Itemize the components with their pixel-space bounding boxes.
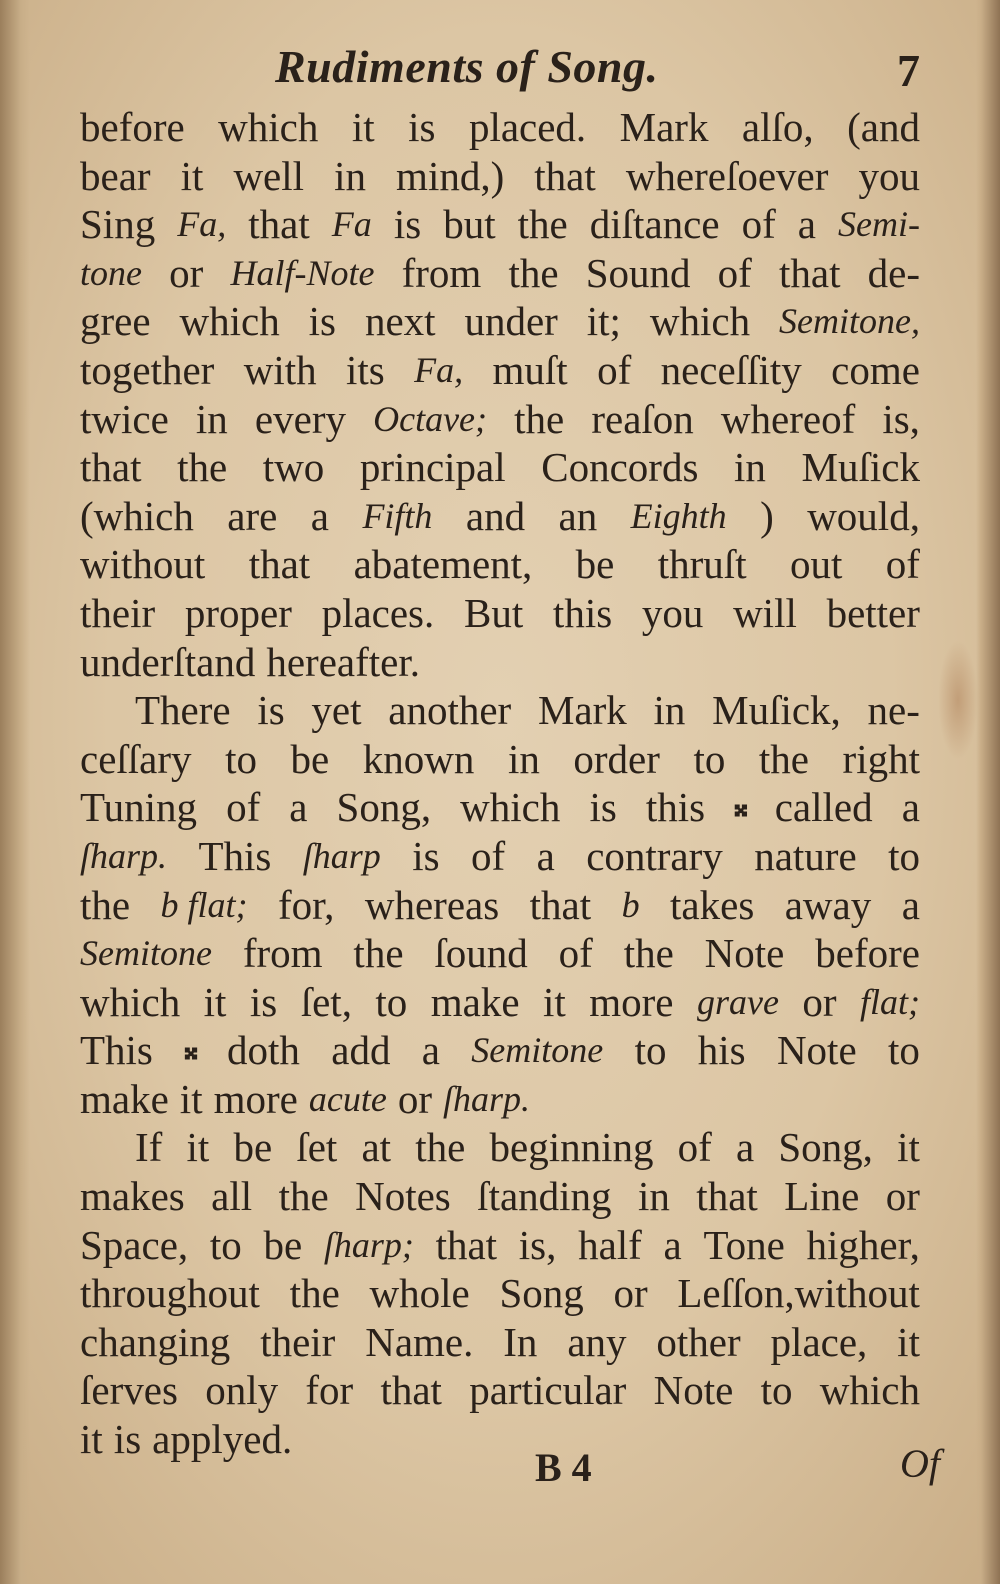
word: a	[421, 1027, 440, 1074]
word: two	[262, 444, 325, 491]
word: a	[536, 832, 555, 879]
word: to	[225, 735, 257, 782]
page-number: 7	[897, 45, 920, 96]
word: known	[362, 735, 475, 782]
word: a	[310, 492, 329, 539]
word: (which	[80, 492, 194, 539]
word: )	[760, 492, 774, 539]
running-title: Rudiments of Song.	[275, 41, 659, 92]
word: de-	[867, 249, 920, 296]
word: more	[589, 978, 674, 1025]
page-header	[80, 40, 920, 100]
word: the	[415, 1124, 466, 1171]
word: before	[815, 930, 920, 977]
text-line	[80, 443, 920, 492]
word: out	[789, 541, 843, 588]
word: a	[663, 1221, 682, 1268]
word: that	[696, 1173, 758, 1220]
text-line	[80, 297, 920, 346]
word: is	[412, 832, 440, 879]
word: you	[641, 589, 704, 636]
word: ſharp.	[442, 1078, 530, 1119]
word: or	[613, 1270, 648, 1317]
word: other	[656, 1318, 741, 1365]
word: places.	[321, 589, 435, 636]
word: this	[645, 784, 706, 831]
word: acute	[308, 1078, 387, 1119]
word: Octave;	[373, 398, 488, 439]
word: the	[514, 395, 565, 442]
word: underſtand	[80, 638, 256, 685]
word: throughout	[80, 1270, 260, 1317]
word: Notes	[355, 1173, 451, 1220]
word: in	[507, 735, 540, 782]
text-line	[80, 589, 920, 638]
word: together	[80, 346, 215, 393]
word: that	[778, 249, 841, 296]
word: is	[393, 201, 422, 248]
word: or	[397, 1075, 432, 1122]
word: the	[80, 881, 131, 928]
word: of	[741, 201, 776, 248]
word: it	[897, 1124, 920, 1171]
word: that	[248, 541, 311, 588]
word: Half-Note	[230, 252, 375, 293]
word: bear	[80, 152, 151, 199]
word: a	[736, 1124, 755, 1171]
word: in	[637, 1173, 670, 1220]
word: of	[558, 930, 593, 977]
word: which	[649, 298, 751, 345]
word: This	[198, 832, 272, 879]
word: with	[243, 346, 317, 393]
word: its	[346, 346, 385, 393]
word: doth	[227, 1027, 300, 1074]
catchword: Of	[900, 1441, 940, 1486]
text-line	[80, 1318, 920, 1367]
word: of	[717, 249, 752, 296]
text-line	[80, 103, 920, 152]
word: to	[760, 1367, 793, 1414]
word: is	[249, 978, 278, 1025]
word: more	[213, 1075, 298, 1122]
word: the	[508, 249, 559, 296]
text-line	[80, 346, 920, 395]
word: before	[80, 104, 185, 150]
word: which	[819, 1367, 920, 1414]
word: that	[80, 444, 142, 491]
word: principal	[359, 444, 506, 491]
word: Muſick	[801, 444, 920, 491]
word: an	[558, 492, 598, 539]
text-line	[80, 1221, 920, 1270]
word: you	[858, 152, 920, 199]
word: better	[826, 589, 920, 636]
word: or	[802, 978, 837, 1025]
word: the	[177, 444, 228, 491]
word: it	[186, 1124, 210, 1171]
word: order	[573, 735, 660, 782]
word: a	[901, 784, 920, 831]
word: ſharp;	[323, 1224, 414, 1265]
word: that	[534, 152, 596, 199]
word: be	[290, 735, 330, 782]
word: in	[195, 395, 228, 442]
word: to	[888, 832, 920, 879]
word: be	[263, 1221, 303, 1268]
text-line	[80, 638, 920, 687]
word: this	[552, 589, 613, 636]
word: ſtanding	[477, 1173, 612, 1220]
word: to	[209, 1221, 242, 1268]
word: the	[517, 201, 568, 248]
word: in	[334, 152, 366, 199]
word: but	[443, 201, 496, 248]
word: This	[80, 1027, 153, 1074]
word: ne-	[867, 687, 920, 734]
word: Muſick,	[712, 687, 841, 734]
word: every	[254, 395, 346, 442]
word: twice	[80, 395, 169, 442]
word: it	[179, 1075, 203, 1122]
word: that	[248, 201, 310, 248]
word: Eighth	[630, 495, 727, 536]
word: ſet,	[300, 978, 352, 1025]
body-text	[80, 103, 920, 1464]
word: the	[289, 1270, 340, 1317]
word: a	[289, 784, 308, 831]
word: of	[226, 784, 261, 831]
word: whereas	[364, 881, 500, 928]
word: their	[260, 1318, 336, 1365]
text-line	[80, 395, 920, 444]
word: or	[169, 249, 204, 296]
word: ſharp	[302, 835, 381, 876]
word: the	[758, 735, 809, 782]
page-right-edge	[976, 0, 1000, 1584]
word: from	[242, 930, 323, 977]
text-line	[80, 929, 920, 978]
word: is,	[518, 1221, 557, 1268]
word: Song,	[336, 784, 432, 831]
word: their	[80, 589, 156, 636]
word: reaſon	[591, 395, 694, 442]
word: b	[621, 884, 640, 925]
word: neceſſity	[660, 346, 802, 393]
signature-mark: B 4	[535, 1445, 592, 1490]
word: nature	[754, 832, 857, 879]
word: Leſſon,without	[677, 1270, 920, 1317]
word: in	[653, 687, 686, 734]
word: proper	[184, 589, 292, 636]
word: gree	[80, 298, 151, 345]
word: of	[470, 832, 506, 879]
text-line	[80, 1172, 920, 1221]
word: is,	[882, 395, 920, 442]
word: half	[578, 1221, 642, 1268]
text-line	[80, 832, 920, 881]
word: (and	[847, 104, 920, 150]
word: beginning	[489, 1124, 654, 1171]
word: come	[831, 346, 920, 393]
word: Mark	[537, 687, 627, 734]
word: alſo,	[741, 104, 814, 150]
word: be	[575, 541, 615, 588]
word: higher,	[806, 1221, 920, 1268]
word: Sing	[80, 201, 156, 248]
page-footer	[80, 1441, 940, 1504]
word: Song	[499, 1270, 584, 1317]
word: whereſoever	[625, 152, 829, 199]
word: ſharp.	[80, 835, 168, 876]
word: is	[408, 104, 436, 150]
text-line	[80, 540, 920, 589]
text-line	[80, 881, 920, 930]
word: particular	[469, 1367, 627, 1414]
word: for	[305, 1367, 354, 1414]
word: next	[364, 298, 436, 345]
word: Semitone	[80, 933, 212, 974]
word: b flat;	[160, 884, 248, 925]
text-line	[80, 200, 920, 249]
word: Semitone	[471, 1030, 604, 1071]
word: If	[135, 1124, 163, 1171]
text-line	[80, 1123, 920, 1172]
word: all	[211, 1173, 253, 1220]
page-left-edge	[0, 0, 30, 1584]
word: takes	[670, 881, 755, 928]
word: Fa,	[414, 349, 464, 390]
word: ceſſary	[80, 735, 192, 782]
word: Note	[704, 930, 785, 977]
word: is	[113, 1416, 142, 1463]
word: is	[308, 298, 336, 345]
word: the	[353, 930, 404, 977]
word: ſound	[434, 930, 528, 977]
text-line	[80, 783, 920, 832]
word: mind,)	[396, 152, 505, 199]
word: be	[233, 1124, 273, 1171]
text-line	[80, 249, 920, 298]
text-line	[80, 492, 920, 541]
word: hereafter.	[266, 638, 420, 685]
word: muſt	[492, 346, 568, 393]
word: it	[203, 978, 227, 1025]
word: Song,	[778, 1124, 873, 1171]
word: which	[80, 978, 181, 1025]
word: is	[257, 687, 285, 734]
word: ſerves	[80, 1367, 178, 1414]
word: Semitone,	[779, 301, 920, 342]
word: to	[634, 1027, 667, 1074]
sharp-symbol: 𝄪	[734, 790, 746, 824]
word: diſtance	[589, 201, 720, 248]
word: make	[430, 978, 520, 1025]
word: without	[80, 541, 206, 588]
word: well	[233, 152, 305, 199]
text-line	[80, 1026, 920, 1075]
word: of	[677, 1124, 712, 1171]
word: away	[784, 881, 872, 928]
paper-stain	[938, 640, 978, 760]
word: Sound	[585, 249, 691, 296]
word: in	[734, 444, 766, 491]
word: the	[278, 1173, 329, 1220]
word: make	[80, 1075, 169, 1122]
word: to	[375, 978, 408, 1025]
word: from	[401, 249, 482, 296]
word: to	[887, 1027, 920, 1074]
text-line	[80, 1075, 920, 1124]
text-line	[80, 152, 920, 201]
word: Line	[784, 1173, 860, 1220]
word: grave	[696, 981, 779, 1022]
word: flat;	[860, 981, 920, 1022]
word: Note	[776, 1027, 857, 1074]
word: and	[465, 492, 526, 539]
text-line	[80, 1269, 920, 1318]
word: place,	[770, 1318, 868, 1365]
word: changing	[80, 1318, 231, 1365]
word: But	[463, 589, 524, 636]
word: applyed.	[152, 1416, 293, 1463]
word: at	[361, 1124, 392, 1171]
word: ſet	[296, 1124, 338, 1171]
word: add	[331, 1027, 391, 1074]
word: Fifth	[362, 495, 433, 536]
word: of	[885, 541, 920, 588]
word: Concords	[541, 444, 699, 491]
word: it	[180, 152, 204, 199]
text-line	[80, 735, 920, 784]
word: Space,	[80, 1221, 189, 1268]
word: it;	[586, 298, 621, 345]
word: Name.	[365, 1318, 474, 1365]
word: In	[503, 1318, 538, 1365]
word: a	[797, 201, 816, 248]
word: which	[460, 784, 561, 831]
word: abatement,	[353, 541, 533, 588]
word: to	[693, 735, 726, 782]
word: any	[567, 1318, 627, 1365]
word: There	[135, 687, 231, 734]
word: contrary	[586, 832, 723, 879]
word: which	[179, 298, 280, 345]
word: whereof	[720, 395, 856, 442]
word: called	[774, 784, 873, 831]
word: Semi-	[838, 204, 920, 245]
word: it	[80, 1416, 103, 1463]
word: is	[589, 784, 617, 831]
word: yet	[311, 687, 362, 734]
word: a	[901, 881, 920, 928]
text-line	[80, 978, 920, 1027]
word: makes	[80, 1173, 185, 1220]
word: the	[623, 930, 674, 977]
sharp-symbol: 𝄪	[184, 1033, 196, 1067]
word: only	[205, 1367, 279, 1414]
word: tone	[80, 252, 142, 293]
word: placed.	[468, 104, 587, 150]
word: his	[697, 1027, 746, 1074]
word: that	[529, 881, 592, 928]
word: another	[388, 687, 512, 734]
text-line	[80, 1366, 920, 1415]
word: Tone	[703, 1221, 785, 1268]
word: it	[897, 1318, 920, 1365]
word: whole	[369, 1270, 470, 1317]
word: Fa	[331, 204, 372, 245]
word: would,	[807, 492, 920, 539]
word: or	[885, 1173, 920, 1220]
word: it	[351, 104, 375, 150]
word: that	[380, 1367, 442, 1414]
word: Mark	[619, 104, 709, 150]
text-line	[80, 686, 920, 735]
word: it	[543, 978, 566, 1025]
word: under	[464, 298, 558, 345]
word: Note	[653, 1367, 734, 1414]
word: which	[218, 104, 319, 150]
word: for,	[278, 881, 335, 928]
word: of	[597, 346, 632, 393]
word: will	[733, 589, 797, 636]
word: that	[435, 1221, 498, 1268]
word: are	[227, 492, 278, 539]
word: right	[842, 735, 920, 782]
word: thruſt	[657, 541, 747, 588]
word: Fa,	[177, 204, 227, 245]
word: Tuning	[80, 784, 197, 831]
